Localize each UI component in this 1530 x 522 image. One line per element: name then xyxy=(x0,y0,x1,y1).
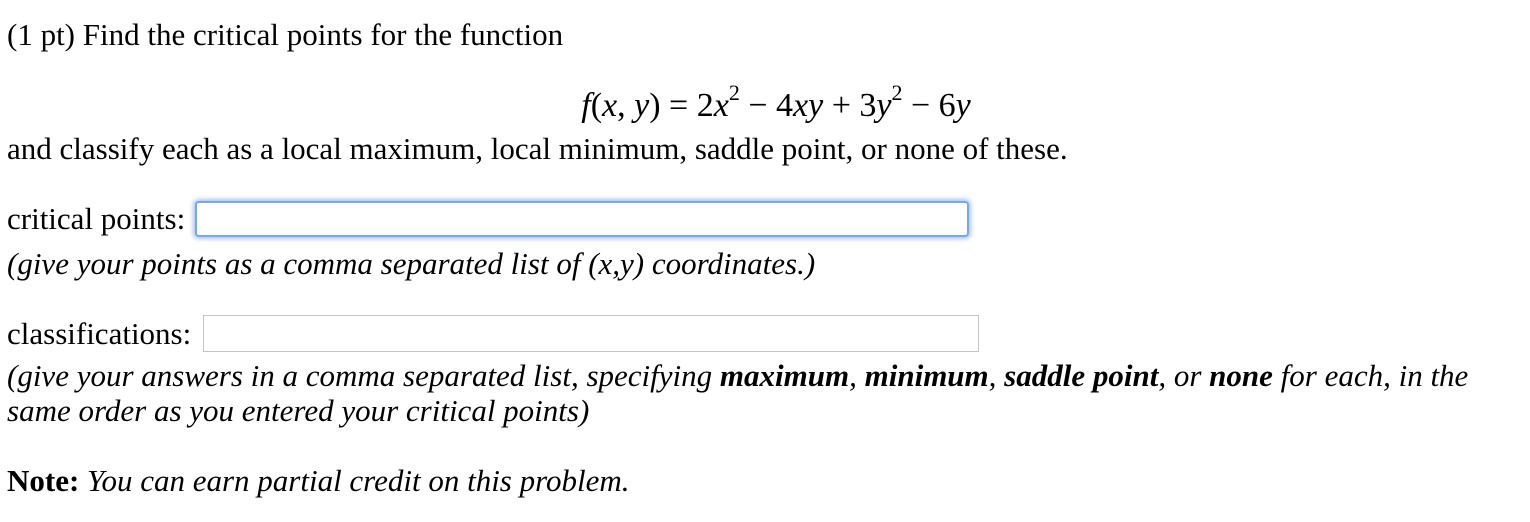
hint-maximum: maximum xyxy=(719,358,850,393)
hint-none: none xyxy=(1209,358,1273,393)
formula-comma: , xyxy=(617,87,635,124)
function-formula xyxy=(0,80,1530,128)
formula-x: x xyxy=(602,87,618,124)
term4-coef: 6 xyxy=(938,87,956,124)
critical-points-row xyxy=(7,201,969,237)
term1-var: x xyxy=(713,87,729,124)
term3-coef: 3 xyxy=(859,87,877,124)
hint-sep2: , xyxy=(988,358,1005,393)
critical-points-input[interactable] xyxy=(195,201,969,237)
hint-part2: for each, in the same order as you entered your critical points) xyxy=(7,358,1469,428)
hint-minimum: minimum xyxy=(864,358,989,393)
classifications-row xyxy=(7,315,979,352)
classify-instruction: and classify each as a local maximum, local minimum, saddle point, or none of these. xyxy=(7,131,1068,166)
classifications-label: classifications: xyxy=(7,315,192,351)
problem-intro: (1 pt) Find the critical points for the function xyxy=(7,17,564,52)
note-label: Note: xyxy=(7,463,80,498)
formula-op3: − xyxy=(902,87,939,124)
term4-var: y xyxy=(955,87,971,124)
hint-sep3: , or xyxy=(1158,358,1210,393)
classifications-input[interactable] xyxy=(203,315,979,352)
formula-paren-close: ) xyxy=(649,87,661,124)
formula-y: y xyxy=(634,87,650,124)
classifications-hint xyxy=(7,358,1522,428)
term3-var: y xyxy=(876,87,892,124)
term2-var: xy xyxy=(793,87,824,124)
formula-op2: + xyxy=(823,87,860,124)
hint-saddle-point: saddle point xyxy=(1004,358,1159,393)
critical-points-label: critical points: xyxy=(7,201,186,236)
term3-exp: 2 xyxy=(891,80,903,105)
partial-credit-note xyxy=(7,463,630,499)
formula-equals: = xyxy=(660,87,697,124)
critical-points-hint: (give your points as a comma separated list of (x,y) coordinates.) xyxy=(7,246,816,281)
formula-paren-open: ( xyxy=(590,87,603,124)
term1-coef: 2 xyxy=(696,87,714,124)
hint-sep1: , xyxy=(849,358,865,393)
hint-part1: (give your answers in a comma separated list, specifying xyxy=(7,358,720,393)
note-text: You can earn partial credit on this problem. xyxy=(79,463,630,498)
formula-op1: − xyxy=(739,87,776,124)
formula-f: f xyxy=(581,87,591,124)
term2-coef: 4 xyxy=(776,87,793,124)
term1-exp: 2 xyxy=(728,80,740,105)
